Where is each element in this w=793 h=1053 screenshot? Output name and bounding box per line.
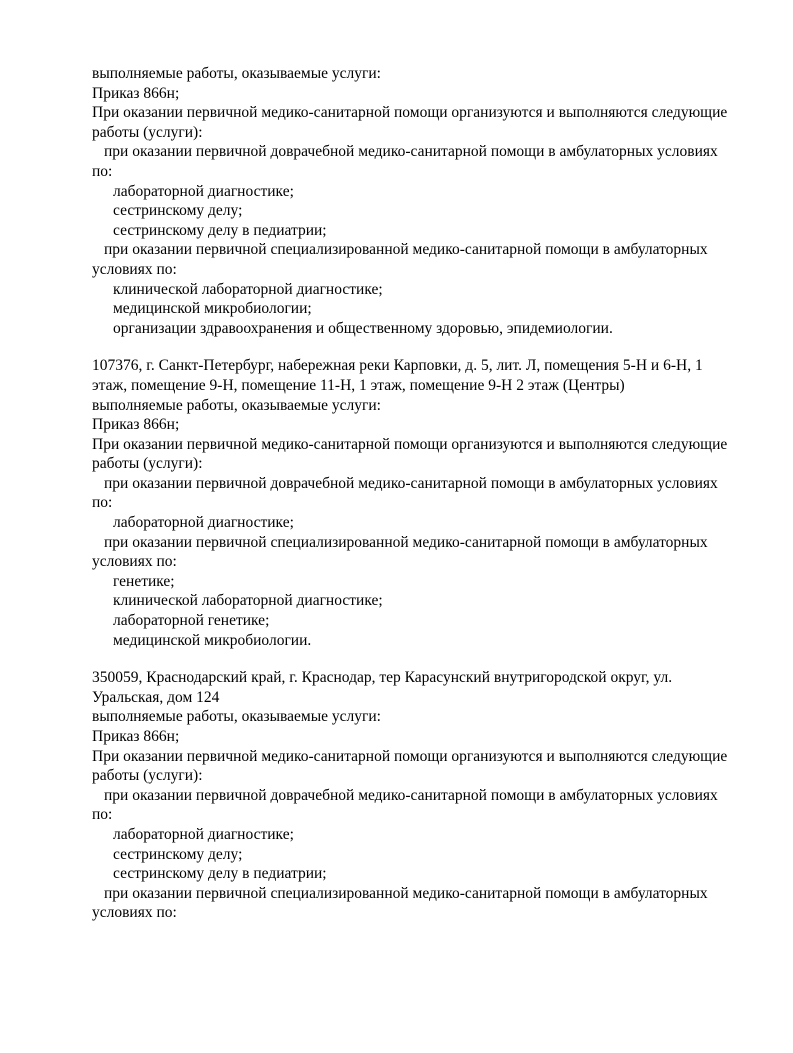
text-line: сестринскому делу; [113, 845, 243, 863]
text-line: при оказании первичной доврачебной медико-санитарной помощи в амбулаторных условиях [104, 143, 718, 161]
text-line: 107376, г. Санкт-Петербург, набережная реки Карповки, д. 5, лит. Л, помещения 5-Н и 6-Н, 1 [92, 357, 703, 375]
text-line: При оказании первичной медико-санитарной помощи организуются и выполняются следующие [92, 435, 728, 453]
text-line: организации здравоохранения и общественному здоровью, эпидемиологии. [113, 319, 613, 337]
text-line: При оказании первичной медико-санитарной помощи организуются и выполняются следующие [92, 104, 728, 122]
text-line: лабораторной диагностике; [113, 825, 294, 843]
text-line: при оказании первичной доврачебной медико-санитарной помощи в амбулаторных условиях [104, 786, 718, 804]
text-line: сестринскому делу в педиатрии; [113, 221, 327, 239]
text-line: При оказании первичной медико-санитарной помощи организуются и выполняются следующие [92, 747, 728, 765]
text-line: при оказании первичной специализированной медико-санитарной помощи в амбулаторных [104, 533, 708, 551]
text-line: условиях по: [92, 553, 177, 571]
text-line: по: [92, 494, 113, 512]
services-block-krasnodar [92, 668, 753, 923]
document-content [92, 64, 753, 923]
text-line: выполняемые работы, оказываемые услуги: [92, 396, 381, 414]
text-line: при оказании первичной специализированной медико-санитарной помощи в амбулаторных [104, 884, 708, 902]
text-line: при оказании первичной специализированной медико-санитарной помощи в амбулаторных [104, 241, 708, 259]
text-line: по: [92, 162, 113, 180]
text-line: генетике; [113, 572, 175, 590]
text-line: лабораторной генетике; [113, 612, 270, 630]
text-line: работы (услуги): [92, 123, 203, 141]
text-line: сестринскому делу в педиатрии; [113, 865, 327, 883]
text-line: при оказании первичной доврачебной медико-санитарной помощи в амбулаторных условиях [104, 474, 718, 492]
services-block-spb [92, 356, 753, 650]
services-block-main [92, 64, 753, 338]
text-line: Приказ 866н; [92, 728, 180, 745]
text-line: медицинской микробиологии; [113, 300, 312, 318]
text-line: сестринскому делу; [113, 202, 243, 220]
text-line: лабораторной диагностике; [113, 514, 294, 532]
text-line: лабораторной диагностике; [113, 182, 294, 200]
text-line: условиях по: [92, 260, 177, 278]
text-line: условиях по: [92, 904, 177, 922]
text-line: медицинской микробиологии. [113, 631, 312, 649]
text-line: выполняемые работы, оказываемые услуги: [92, 65, 381, 82]
text-line: Приказ 866н; [92, 416, 180, 434]
text-line: Приказ 866н; [92, 84, 180, 102]
text-line: работы (услуги): [92, 455, 203, 473]
text-line: работы (услуги): [92, 767, 203, 785]
text-line: выполняемые работы, оказываемые услуги: [92, 708, 381, 726]
text-line: по: [92, 806, 113, 824]
text-line: этаж, помещение 9-Н, помещение 11-Н, 1 этаж, помещение 9-Н 2 этаж (Центры) [92, 376, 625, 394]
text-line: клинической лабораторной диагностике; [113, 280, 383, 298]
text-line: Уральская, дом 124 [92, 688, 220, 706]
text-line: клинической лабораторной диагностике; [113, 592, 383, 610]
text-line: 350059, Краснодарский край, г. Краснодар, тер Карасунский внутригородской округ, ул. [92, 669, 673, 687]
